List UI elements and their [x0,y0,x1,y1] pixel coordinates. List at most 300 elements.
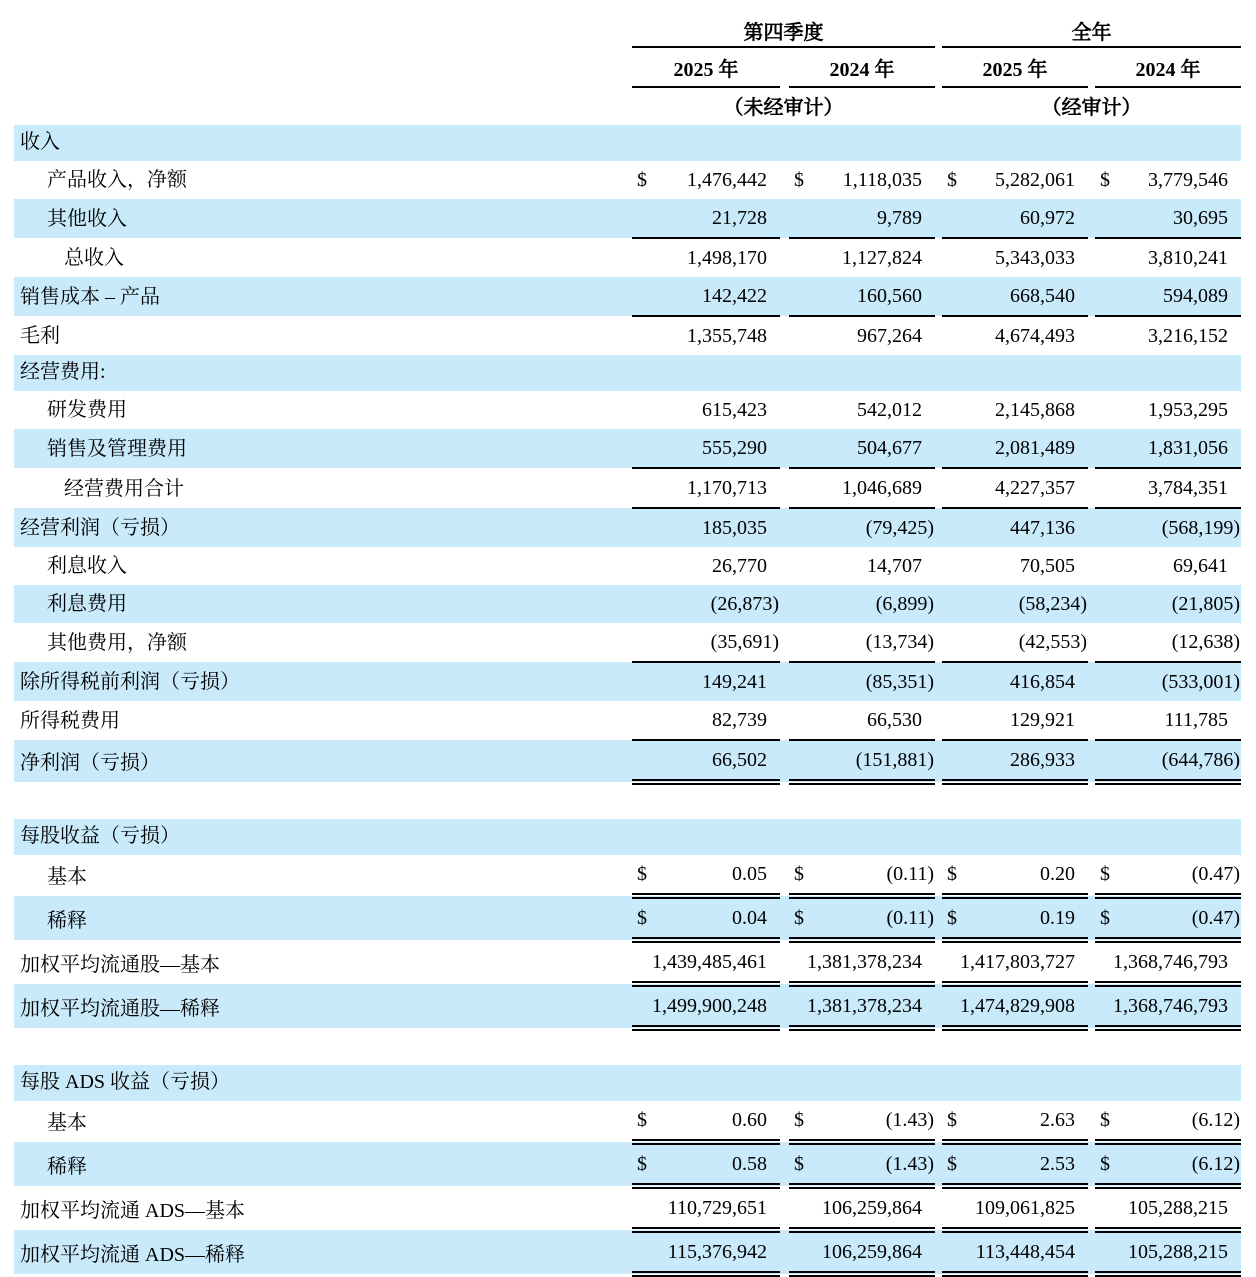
cell-value [632,468,780,508]
cell-value [942,701,1088,740]
cell-value [942,429,1088,468]
row-label: 其他费用，净额 [47,632,187,654]
table-row [14,984,1241,1028]
cell-number: 66,530 [867,709,923,731]
income-statement-table [14,16,1241,1277]
column-gap [935,623,942,662]
cell-value [789,1101,935,1142]
cell-value [1095,585,1241,623]
row-label: 所得税费用 [20,710,120,732]
cell-number: (151,881) [855,749,935,771]
table-row [14,468,1241,508]
row-label: 总收入 [64,247,124,269]
cell-value [632,984,780,1028]
cell-value [942,623,1088,662]
table-row [14,623,1241,662]
column-gap [780,984,789,1028]
table-row [14,855,1241,896]
cell-value [632,896,780,940]
cell-value [632,740,780,782]
cell-value [789,1186,935,1230]
cell-value [1095,819,1241,855]
table-row [14,316,1241,355]
cell-number: (35,691) [710,631,779,653]
header-gap [935,47,942,87]
cell-number: (21,805) [1171,593,1241,615]
cell-value [942,1186,1088,1230]
currency-symbol: $ [947,169,958,191]
column-gap [1088,940,1095,984]
column-gap [1088,161,1095,199]
column-gap [780,1065,789,1101]
cell-value [789,316,935,355]
cell-number: (26,873) [710,593,779,615]
cell-number: (13,734) [865,631,935,653]
cell-value [632,547,780,585]
row-label: 销售及管理费用 [47,438,187,460]
cell-number: 594,089 [1163,285,1229,307]
row-label: 稀释 [47,1156,87,1178]
currency-symbol: $ [1100,1153,1111,1175]
column-gap [935,1230,942,1274]
column-gap [780,125,789,161]
cell-value [942,1230,1088,1274]
column-gap [780,701,789,740]
column-gap [935,1142,942,1186]
column-gap [1088,316,1095,355]
cell-number: 3,784,351 [1148,477,1229,499]
column-gap [935,896,942,940]
column-gap [1088,896,1095,940]
cell-value [942,199,1088,238]
cell-number: 1,417,803,727 [960,951,1076,973]
cell-value [942,391,1088,429]
table-row [14,199,1241,238]
cell-value [632,855,780,896]
column-gap [780,429,789,468]
row-label: 加权平均流通股—基本 [20,954,220,976]
table-row [14,161,1241,199]
row-label: 经营利润（亏损） [20,517,180,539]
table-row [14,1065,1241,1101]
cell-value [942,316,1088,355]
cell-value [632,701,780,740]
header-audit-note-row [14,87,1241,125]
cell-value [1095,277,1241,316]
cell-number: 105,288,215 [1128,1197,1229,1219]
cell-number: 615,423 [702,399,767,421]
cell-number: 1,170,713 [687,477,767,499]
column-gap [935,662,942,701]
header-gap [1088,47,1095,87]
row-label: 净利润（亏损） [20,752,160,774]
column-gap [780,740,789,782]
cell-number: 4,674,493 [995,325,1076,347]
cell-number: 115,376,942 [667,1241,767,1263]
row-label: 加权平均流通股—稀释 [20,998,220,1020]
column-gap [1088,468,1095,508]
cell-value [632,238,780,277]
cell-value [789,238,935,277]
cell-number: 70,505 [1020,555,1076,577]
cell-value [942,585,1088,623]
column-gap [935,238,942,277]
cell-value [789,161,935,199]
column-gap [780,819,789,855]
column-gap [935,1101,942,1142]
cell-value [632,277,780,316]
table-row [14,355,1241,391]
cell-number: 416,854 [1010,671,1076,693]
column-gap [780,1186,789,1230]
cell-value [1095,161,1241,199]
column-gap [935,547,942,585]
cell-value [789,623,935,662]
cell-number: 82,739 [712,709,767,731]
column-gap [1088,355,1095,391]
currency-symbol: $ [947,863,958,885]
row-label: 销售成本 – 产品 [20,286,160,308]
column-gap [1088,984,1095,1028]
cell-number: 185,035 [702,517,767,539]
header-year-row [14,47,1241,87]
cell-number: (0.47) [1191,907,1241,929]
cell-number: 1,381,378,234 [807,951,923,973]
cell-number: 555,290 [702,437,767,459]
cell-value [942,940,1088,984]
cell-number: 286,933 [1010,749,1076,771]
cell-value [789,547,935,585]
column-gap [935,940,942,984]
column-gap [780,391,789,429]
column-gap [780,855,789,896]
row-label: 利息收入 [47,555,127,577]
spacer-row [14,1028,1241,1065]
column-gap [1088,1101,1095,1142]
cell-number: 1,046,689 [842,477,923,499]
column-gap [780,1142,789,1186]
cell-number: (533,001) [1161,671,1241,693]
row-label: 利息费用 [47,593,127,615]
column-gap [1088,547,1095,585]
currency-symbol: $ [794,863,804,885]
cell-number: 109,061,825 [975,1197,1076,1219]
currency-symbol: $ [947,1153,958,1175]
column-gap [780,1230,789,1274]
cell-value [942,238,1088,277]
cell-value [1095,662,1241,701]
cell-number: 1,499,900,248 [652,995,767,1017]
table-row [14,1101,1241,1142]
row-label: 毛利 [20,325,60,347]
cell-number: 142,422 [702,285,767,307]
cell-number: (6.12) [1191,1109,1241,1131]
cell-value [632,1230,780,1274]
cell-value [632,1065,780,1101]
column-gap [1088,1186,1095,1230]
cell-number: (1.43) [885,1153,935,1175]
column-gap [935,1186,942,1230]
cell-value [1095,547,1241,585]
header-gap [935,87,942,125]
cell-value [1095,623,1241,662]
column-gap [935,277,942,316]
column-gap [935,161,942,199]
column-gap [935,701,942,740]
column-gap [780,161,789,199]
cell-value [1095,1186,1241,1230]
cell-value [632,508,780,547]
cell-number: (12,638) [1171,631,1241,653]
currency-symbol: $ [637,1109,647,1131]
cell-value [789,199,935,238]
column-gap [780,238,789,277]
cell-number: 2.63 [1040,1109,1076,1131]
cell-value [789,662,935,701]
column-gap [1088,1230,1095,1274]
currency-symbol: $ [794,1153,804,1175]
table-row [14,896,1241,940]
cell-value [789,429,935,468]
cell-value [942,508,1088,547]
cell-value [789,355,935,391]
cell-value [1095,855,1241,896]
row-label: 稀释 [47,910,87,932]
cell-number: 1,368,746,793 [1113,951,1229,973]
table-row [14,701,1241,740]
currency-symbol: $ [637,1153,647,1175]
cell-value [789,940,935,984]
column-gap [780,468,789,508]
cell-number: 1,474,829,908 [960,995,1076,1017]
table-row [14,508,1241,547]
cell-value [632,662,780,701]
column-gap [935,585,942,623]
cell-value [942,1101,1088,1142]
cell-value [632,1186,780,1230]
cell-number: 1,498,170 [687,247,767,269]
cell-value [789,125,935,161]
row-label: 基本 [47,1112,87,1134]
header-year-q4-2025: 2025 年 [632,47,780,87]
cell-number: 21,728 [712,207,767,229]
cell-value [942,1065,1088,1101]
column-gap [780,1101,789,1142]
cell-value [1095,984,1241,1028]
cell-value [1095,468,1241,508]
cell-number: (6.12) [1191,1153,1241,1175]
row-label: 每股收益（亏损） [20,825,180,847]
cell-number: 111,785 [1164,709,1229,731]
cell-number: 1,476,442 [687,169,767,191]
column-gap [1088,662,1095,701]
column-gap [780,316,789,355]
spacer-row [14,782,1241,819]
table-row [14,662,1241,701]
cell-number: 30,695 [1173,207,1229,229]
cell-value [1095,391,1241,429]
cell-number: 3,216,152 [1148,325,1229,347]
table-row [14,547,1241,585]
header-period-row [14,16,1241,47]
cell-number: (6,899) [875,593,935,615]
cell-number: 1,127,824 [842,247,923,269]
cell-value [789,984,935,1028]
row-label: 除所得税前利润（亏损） [20,671,240,693]
column-gap [935,855,942,896]
column-gap [1088,125,1095,161]
column-gap [1088,391,1095,429]
cell-number: 1,439,485,461 [652,951,767,973]
column-gap [935,391,942,429]
cell-value [942,896,1088,940]
table-row [14,1186,1241,1230]
cell-number: 0.04 [732,907,767,929]
row-label: 其他收入 [47,208,127,230]
cell-number: 149,241 [702,671,767,693]
cell-value [1095,355,1241,391]
cell-number: 9,789 [877,207,923,229]
cell-number: (1.43) [885,1109,935,1131]
table-row [14,819,1241,855]
currency-symbol: $ [947,907,958,929]
cell-value [942,277,1088,316]
cell-value [1095,740,1241,782]
cell-number: (42,553) [1018,631,1088,653]
column-gap [780,585,789,623]
cell-number: 69,641 [1173,555,1229,577]
column-gap [780,508,789,547]
cell-number: (79,425) [865,517,935,539]
cell-number: 2.53 [1040,1153,1076,1175]
cell-number: 113,448,454 [975,1241,1076,1263]
cell-value [789,740,935,782]
spacer-cell [14,1028,1241,1065]
row-label: 收入 [20,131,60,153]
row-label: 产品收入，净额 [47,169,187,191]
cell-number: 5,343,033 [995,247,1076,269]
cell-number: 110,729,651 [667,1197,767,1219]
row-label: 经营费用合计 [64,478,184,500]
cell-value [1095,1142,1241,1186]
header-year-q4-2024: 2024 年 [789,47,935,87]
table-row [14,1230,1241,1274]
column-gap [935,468,942,508]
row-label: 加权平均流通 ADS—稀释 [20,1244,246,1266]
cell-value [1095,940,1241,984]
header-fy-group: 全年 [942,16,1241,47]
cell-number: 4,227,357 [995,477,1076,499]
column-gap [935,355,942,391]
table-row [14,1142,1241,1186]
cell-number: 66,502 [712,749,767,771]
header-q4-group: 第四季度 [632,16,935,47]
cell-number: 668,540 [1010,285,1076,307]
cell-number: (58,234) [1018,593,1088,615]
cell-value [632,125,780,161]
cell-value [789,701,935,740]
header-year-fy-2025: 2025 年 [942,47,1088,87]
column-gap [780,547,789,585]
cell-value [942,547,1088,585]
cell-number: 0.58 [732,1153,767,1175]
cell-number: 3,810,241 [1148,247,1229,269]
unaudited-note: （未经审计） [723,97,844,119]
table-row [14,740,1241,782]
cell-value [789,508,935,547]
audited-note: （经审计） [1041,97,1142,119]
cell-value [1095,199,1241,238]
cell-value [1095,1065,1241,1101]
column-gap [935,740,942,782]
column-gap [780,662,789,701]
row-label: 每股 ADS 收益（亏损） [20,1071,231,1093]
table-row [14,940,1241,984]
cell-value [942,740,1088,782]
cell-value [632,391,780,429]
row-label: 研发费用 [47,399,127,421]
cell-value [1095,896,1241,940]
column-gap [1088,855,1095,896]
column-gap [935,125,942,161]
cell-number: 1,118,035 [842,169,923,191]
cell-number: 2,081,489 [995,437,1076,459]
cell-value [789,1065,935,1101]
cell-value [632,429,780,468]
cell-value [1095,238,1241,277]
column-gap [1088,585,1095,623]
cell-value [942,161,1088,199]
column-gap [1088,1065,1095,1101]
cell-value [942,125,1088,161]
column-gap [935,508,942,547]
cell-number: 0.05 [732,863,767,885]
cell-value [632,161,780,199]
row-label: 经营费用: [20,361,106,383]
cell-number: 2,145,868 [995,399,1076,421]
cell-value [1095,701,1241,740]
cell-number: 1,368,746,793 [1113,995,1229,1017]
currency-symbol: $ [794,169,804,191]
column-gap [1088,1142,1095,1186]
cell-value [632,623,780,662]
cell-value [789,391,935,429]
column-gap [780,940,789,984]
header-label-spacer [14,47,632,87]
column-gap [1088,429,1095,468]
cell-number: 26,770 [712,555,767,577]
column-gap [1088,740,1095,782]
spacer-cell [14,782,1241,819]
column-gap [935,819,942,855]
currency-symbol: $ [947,1109,958,1131]
currency-symbol: $ [794,1109,804,1131]
table-row [14,585,1241,623]
cell-number: 0.20 [1040,863,1076,885]
cell-value [632,316,780,355]
cell-number: 1,831,056 [1148,437,1229,459]
cell-number: 129,921 [1010,709,1076,731]
column-gap [1088,238,1095,277]
cell-number: (644,786) [1161,749,1241,771]
cell-value [632,199,780,238]
header-label-spacer [14,16,632,47]
cell-value [942,1142,1088,1186]
currency-symbol: $ [637,863,647,885]
cell-number: 105,288,215 [1128,1241,1229,1263]
table-row [14,391,1241,429]
column-gap [1088,623,1095,662]
